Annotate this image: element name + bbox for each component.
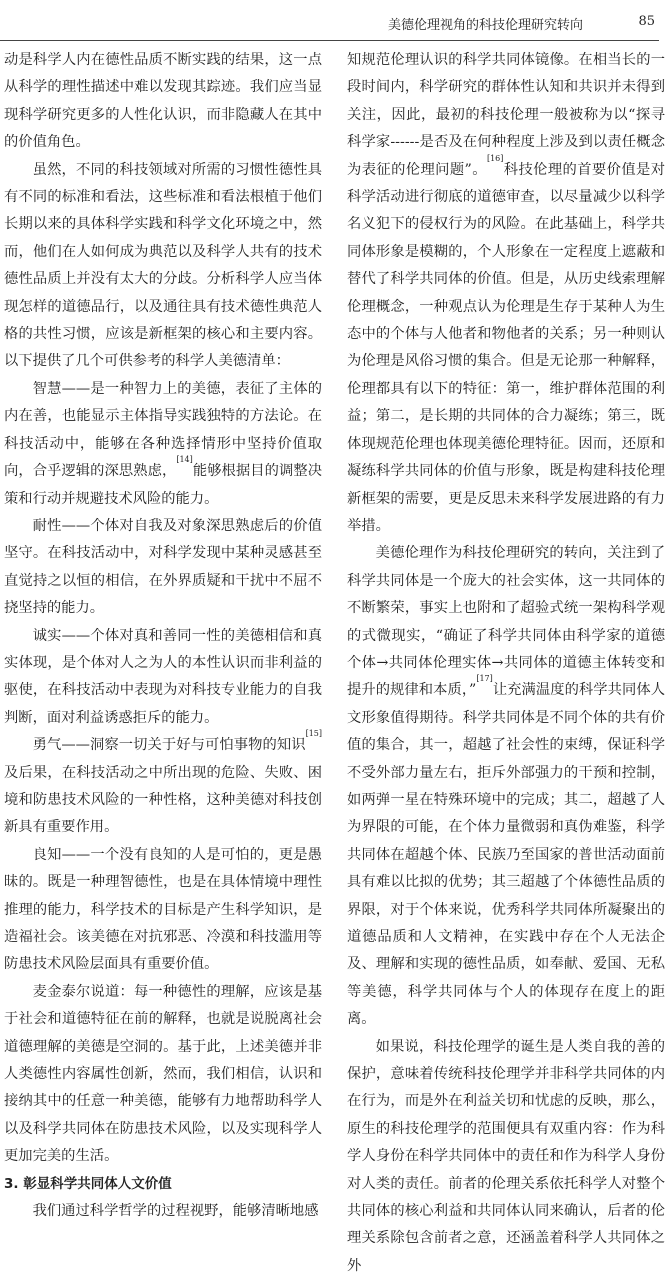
paragraph <box>347 47 665 540</box>
paragraph-text-continued: 科技伦理的首要价值是对科学活动进行彻底的道德审查，以尽量减少以科学名义犯下的侵权行为的风险。在此基础上，科学共同体形象是模糊的，个人形象在一定程度上遮蔽和替代了科学共同体的价值。但是，从历史线索理解伦理概念，一种观点认为伦理是生存于某种人为生态中的个体与人他者和物他者的关系；另一种则认为伦理是风俗习惯的集合。但是无论那一种解释，伦理都具有以下的特征：第一，维护群体范围的利益；第二，是长期的共同体的合力凝练；第三，既体现规范伦理也体现美德伦理特征。因而，还原和凝练科学共同体的价值与形象，既是构建科技伦理新框架的需要，更是反思未来科学发展进路的有力举措。 <box>347 161 666 534</box>
paragraph-text: 动是科学人内在德性品质不断实践的结果，这一点从科学的理性描述中难以发现其踪迹。我们应当显现科学研究更多的人性化认识，而非隐藏人在其中的价值角色。 <box>4 52 322 151</box>
paragraph-text: 耐性——个体对自我及对象深思熟虑后的价值坚守。在科技活动中，对科学发现中某种灵感甚至直觉持之以恒的相信，在外界质疑和干扰中不屈不挠坚持的能力。 <box>4 517 322 617</box>
paragraph-text: 美德伦理作为科技伦理研究的转向，关注到了科学共同体是一个庞大的社会实体，这一共同体的不断繁荣，事实上也附和了超验式统一架构科学观的式微现实，“确证了科学共同体由科学家的道德个体→共同体伦理实体→共同体的道德主体转变和提升的规律和本质，” <box>347 545 665 699</box>
paragraph-text: 如果说，科技伦理学的诞生是人类自我的善的保护，意味着传统科技伦理学并非科学共同体的内在行为，而是外在利益关切和忧虑的反映，那么，原生的科技伦理学的范围便具有双重内容：作为科学人身份在科学共同体中的责任和作为科学人身份对人类的责任。前者的伦理关系依托科学人对整个共同体的核心利益和共同体认同来确认，后者的伦理关系除包含前者之意，还涵盖着科学人共同体之外 <box>347 1038 665 1274</box>
paragraph-text: 诚实——个体对真和善同一性的美德相信和真实体现，是个体对人之为人的本性认识而非利益的驱使，在科技活动中表现为对科技专业能力的自我判断，面对利益诱惑拒斥的能力。 <box>4 627 322 726</box>
paragraph <box>347 1034 665 1280</box>
paragraph-text: 虽然，不同的科技领域对所需的习惯性德性具有不同的标准和看法，这些标准和看法根植于他们长期以来的具体科学实践和科学文化环境之中，然而，他们在人如何成为典范以及科学人共有的技术德性品质上并没有太大的分歧。分析科学人应当体现怎样的道德品行，以及通往具有技术德性典范人格的共性习惯，应该是新框架的核心和主要内容。以下提供了几个可供参考的科学人美德清单： <box>4 161 322 370</box>
paragraph-text: 良知——一个没有良知的人是可怕的，更是愚昧的。既是一种理智德性，也是在具体情境中理性推理的能力，科学技术的目标是产生科学知识，是造福社会。该美德在对抗邪恶、冷漠和科技滥用等防患技术风险层面具有重要价值。 <box>4 846 322 973</box>
paragraph <box>4 623 322 733</box>
header-divider <box>0 40 659 41</box>
paragraph-text: 勇气——洞察一切关于好与可怕事物的知识 <box>32 737 306 754</box>
paragraph <box>4 842 322 979</box>
page-number: 85 <box>638 14 655 29</box>
paragraph <box>4 47 322 157</box>
paragraph <box>4 979 322 1171</box>
paragraph <box>4 513 322 623</box>
running-header <box>0 0 669 44</box>
paragraph-text-continued: 及后果，在科技活动之中所出现的危险、失败、困境和防患技术风险的一种性格，这种美德对科技创新具有重要作用。 <box>4 764 322 836</box>
paragraph <box>347 540 665 1033</box>
paragraph-text-continued: 让充满温度的科学共同体人文形象值得期待。科学共同体是不同个体的共有价值的集合，其一，超越了社会性的束缚，保证科学不受外部力量左右，拒斥外部强力的干预和控制，如两弹一星在特殊环境中的完成；其二，超越了人为界限的可能，在个体力量微弱和真伪难鉴，科学共同体在超越个体、民族乃至国家的普世活动面前具有难以比拟的优势；其三超越了个体德性品质的界限，对于个体来说，优秀科学共同体所凝聚出的道德品质和人文精神，在实践中存在个人无法企及、理解和实现的德性品质，如奉献、爱国、无私等美德，科学共同体与个人的体现存在度上的距离。 <box>347 682 665 1028</box>
citation-marker: [15] <box>305 729 322 739</box>
section-heading: 3. 彰显科学共同体人文价值 <box>4 1175 172 1192</box>
paragraph-text: 我们通过科学哲学的过程视野，能够清晰地感 <box>32 1203 319 1220</box>
citation-marker: [14] <box>176 455 193 465</box>
paragraph-text: 智慧——是一种智力上的美德，表征了主体的内在善，也能显示主体指导实践独特的方法论。在科技活动中，能够在各种选择情形中坚持价值取向，合乎逻辑的深思熟虑， <box>4 380 322 480</box>
citation-marker: [17] <box>476 674 493 684</box>
paragraph-text: 知规范伦理认识的科学共同体镜像。在相当长的一段时间内，科学研究的群体性认知和共识并未得到关注，因此，最初的科技伦理一般被称为以“探寻科学家------是否及在何种程度上涉及到以责任概念为表征的伦理问题”。 <box>347 52 665 178</box>
paragraph <box>4 729 322 842</box>
right-column <box>347 47 665 1280</box>
running-title: 美德伦理视角的科技伦理研究转向 <box>387 18 583 33</box>
citation-marker: [16] <box>486 153 504 163</box>
paragraph <box>4 376 322 513</box>
left-column <box>4 47 322 1225</box>
paragraph <box>4 1198 322 1225</box>
paragraph-text-continued: 能够根据目的调整决策和行动并规避技术风险的能力。 <box>4 463 323 507</box>
paragraph <box>4 157 322 376</box>
paragraph-text: 麦金泰尔说道：每一种德性的理解，应该是基于社会和道德特征在前的解释，也就是说脱离社会道德理解的美德是空洞的。基于此，上述美德并非人类德性内容属性创新，然而，我们相信，认识和接纳其中的任意一种美德，能够有力地帮助科学人以及科学共同体在防患技术风险，以及实现科学人更加完美的生活。 <box>4 983 322 1165</box>
